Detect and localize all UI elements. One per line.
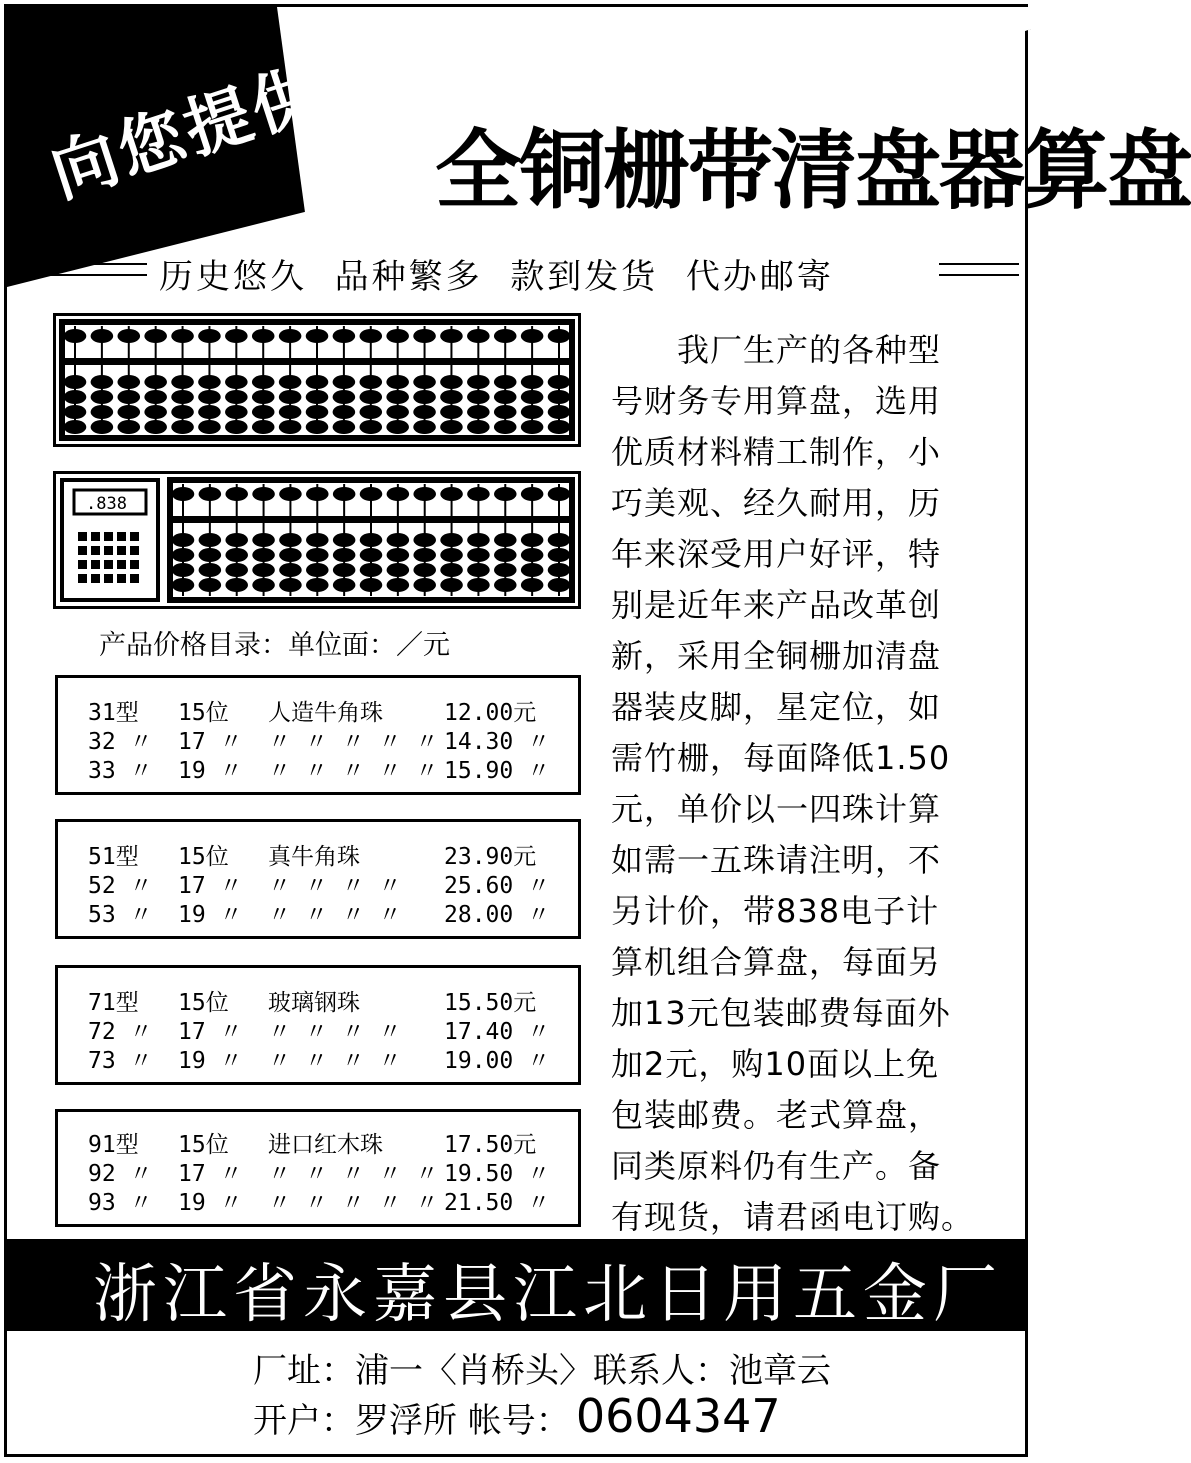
price-list-caption: 产品价格目录：单位面：／元	[99, 630, 450, 661]
calculator-display-text: .838	[86, 494, 127, 514]
description-line: 同类原料仍有生产。备	[611, 1147, 942, 1185]
slogan-rule-right	[939, 263, 1019, 276]
table-row: 33 〃 19 〃 〃 〃 〃 〃 〃 15.90 〃	[88, 758, 551, 784]
price-table-4	[55, 1109, 581, 1227]
description-line: 巧美观、经久耐用，历	[611, 484, 942, 522]
description-line: 算机组合算盘，每面另	[611, 943, 942, 981]
description-line: 元，单价以一四珠计算	[611, 790, 942, 828]
account-number: 0604347	[575, 1389, 781, 1443]
bank-account	[253, 1389, 781, 1443]
description-line: 别是近年来产品改革创	[611, 586, 942, 624]
abacus-image-top	[53, 313, 581, 447]
table-row: 73 〃 19 〃 〃 〃 〃 〃 19.00 〃	[88, 1048, 551, 1074]
product-description	[611, 325, 1011, 1243]
table-row: 93 〃 19 〃 〃 〃 〃 〃 〃 21.50 〃	[88, 1190, 551, 1216]
table-row: 91型 15位 进口红木珠 17.50元	[88, 1132, 537, 1158]
advertisement-page	[4, 4, 1191, 1457]
description-line: 加2元，购10面以上免	[611, 1045, 940, 1083]
table-row: 53 〃 19 〃 〃 〃 〃 〃 28.00 〃	[88, 902, 551, 928]
abacus-image-calculator	[53, 471, 581, 609]
account-label: 开户：罗浮所 帐号：	[253, 1401, 570, 1441]
product-title: 全铜栅带清盘器算盘	[435, 121, 1191, 221]
description-line: 需竹栅，每面降低1.50	[611, 739, 951, 777]
price-table-1	[55, 675, 581, 795]
table-row: 71型 15位 玻璃钢珠 15.50元	[88, 990, 537, 1016]
description-line: 如需一五珠请注明，不	[611, 841, 942, 879]
factory-name: 浙江省永嘉县江北日用五金厂	[93, 1258, 1003, 1332]
table-row: 92 〃 17 〃 〃 〃 〃 〃 〃 19.50 〃	[88, 1161, 551, 1187]
table-row: 32 〃 17 〃 〃 〃 〃 〃 〃 14.30 〃	[88, 729, 551, 755]
slogan-text: 历史悠久 品种繁多 款到发货 代办邮寄	[159, 257, 834, 297]
slogan-rule-left	[27, 263, 147, 276]
table-row: 31型 15位 人造牛角珠 12.00元	[88, 700, 537, 726]
table-row: 72 〃 17 〃 〃 〃 〃 〃 17.40 〃	[88, 1019, 551, 1045]
table-row: 51型 15位 真牛角珠 23.90元	[88, 844, 537, 870]
description-line: 我厂生产的各种型	[611, 331, 942, 369]
factory-address: 厂址：浦一〈肖桥头〉联系人：池章云	[253, 1351, 831, 1391]
description-line: 加13元包装邮费每面外	[611, 994, 951, 1032]
description-line: 有现货，请君函电订购。	[611, 1198, 975, 1236]
description-line: 号财务专用算盘，选用	[611, 382, 942, 420]
table-row: 52 〃 17 〃 〃 〃 〃 〃 25.60 〃	[88, 873, 551, 899]
slogan-row	[19, 249, 1019, 297]
price-table-2	[55, 819, 581, 939]
price-table-3	[55, 965, 581, 1085]
banner-offer-text: 向您提供	[41, 52, 332, 213]
description-line: 包装邮费。老式算盘，	[611, 1096, 942, 1134]
description-line: 器装皮脚，星定位，如	[611, 688, 942, 726]
description-line: 年来深受用户好评，特	[611, 535, 942, 573]
description-line: 新，采用全铜栅加清盘	[611, 637, 942, 675]
description-line: 另计价，带838电子计	[611, 892, 940, 930]
description-line: 优质材料精工制作，小	[611, 433, 942, 471]
